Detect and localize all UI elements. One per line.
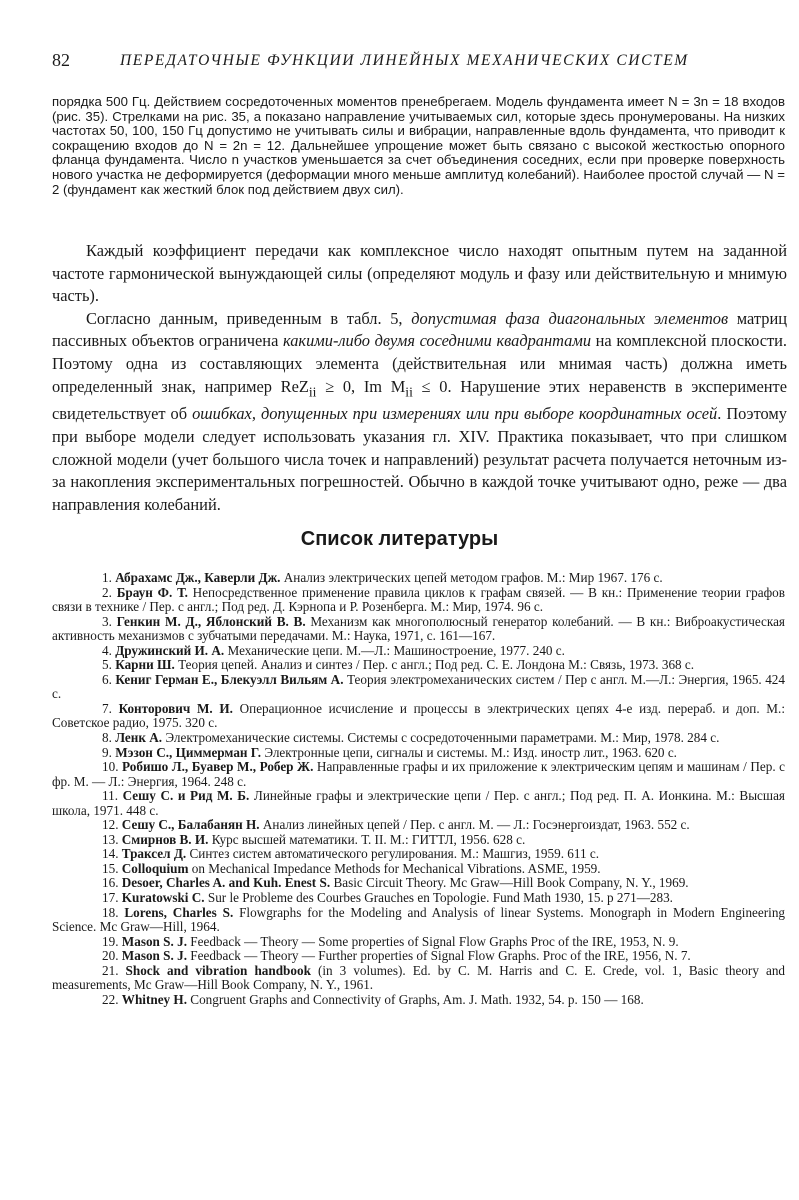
- page-number: 82: [52, 50, 70, 70]
- reference-authors: Дружинский И. А.: [115, 642, 225, 658]
- reference-item: [52, 658, 785, 673]
- text-segment: Каждый коэффициент передачи как комплексное число находят опытным путем на заданной частоте гармонической вынуждающей силы (определяют модуль и фазу или действительную и мнимую часть).: [52, 241, 787, 306]
- body-paragraph: [52, 308, 787, 517]
- subscript: ii: [308, 383, 317, 399]
- reference-details: Механические цепи. М.—Л.: Машиностроение, 1977. 240 с.: [224, 642, 565, 658]
- reference-number: 7.: [102, 700, 119, 716]
- reference-item: [52, 935, 785, 950]
- reference-details: Операционное исчисление и процессы в электрических цепях 4-е изд. перераб. и доп. М.: Советское радио, 1975. 320 с.: [52, 700, 785, 731]
- reference-number: 14.: [102, 846, 122, 862]
- reference-item: [52, 818, 785, 833]
- reference-details: on Mechanical Impedance Methods for Mechanical Vibrations. ASME, 1959.: [188, 860, 601, 876]
- reference-authors: Whitney H.: [121, 991, 187, 1007]
- emphasis-text: допустимая фаза диагональных элементов: [411, 308, 729, 328]
- reference-authors: Colloquium: [121, 860, 189, 876]
- reference-authors: Desoer, Charles A. and Kuh. Enest S.: [121, 875, 331, 891]
- reference-details: Непосредственное применение правила циклов к графам связей. — В кн.: Применение теории графов связи в технике / Пер. с англ.; Под ред. Д. Кэрнопа и Р. Розенберга. М.: Мир, 1974. 96 с.: [52, 584, 785, 615]
- reference-authors: Lorens, Charles S.: [124, 904, 234, 920]
- reference-authors: Смирнов В. И.: [121, 831, 209, 847]
- reference-item: [52, 891, 785, 906]
- references-list: [52, 571, 785, 1007]
- reference-number: 22.: [102, 991, 122, 1007]
- small-print-paragraph: порядка 500 Гц. Действием сосредоточенных моментов пренебрегаем. Модель фундамента имеет N = 3n = 18 входов (рис. 35). Стрелками на рис. 35, a показано направление учитываемых сил, которые здесь пронумерованы. На низких частотах 50, 100, 150 Гц допустимо не учитывать силы и вибрации, направленные вдоль фундамента, что приводит к сокращению входов до N = 2n = 12. Дальнейшее упрощение может быть связано с высокой жесткостью опорного фланца фундамента. Число n участков уменьшается за счет объединения соседних, если при проверке поверхность нового участка не деформируется (деформации много меньше амплитуд колебаний). Наиболее простой случай — N = 2 (фундамент как жесткий блок под действием двух сил).: [52, 94, 785, 197]
- reference-details: Курс высшей математики. Т. II. М.: ГИТТЛ, 1956. 628 с.: [208, 831, 526, 847]
- reference-number: 15.: [102, 860, 122, 876]
- text-segment: ≤ 0. Нарушение этих неравенств в эксперименте свидетельствует об: [52, 376, 787, 424]
- text-segment: Согласно данным, приведенным в табл. 5,: [86, 308, 412, 328]
- reference-details: Congruent Graphs and Connectivity of Graphs, Am. J. Math. 1932, 54. p. 150 — 168.: [187, 991, 644, 1007]
- reference-authors: Кениг Герман Е., Блекуэлл Вильям А.: [115, 671, 344, 687]
- reference-details: Feedback — Theory — Some properties of Signal Flow Graphs Proc of the IRE, 1953, N. 9.: [187, 933, 679, 949]
- text-segment: . Поэтому при выборе модели следует использовать указания гл. XIV. Практика показывает, что при слишком сложной модели (учет большого числа точек и направлений) результат расчета получается неточным из-за накопления экспериментальных погрешностей. Обычно в каждой точке учитывают одно, реже — два направления колебаний.: [52, 404, 787, 514]
- body-paragraph: [52, 240, 787, 308]
- reference-details: Flowgraphs for the Modeling and Analysis of linear Systems. Monograph in Modern Engineering Science. Mc Graw—Hill, 1964.: [52, 904, 786, 935]
- reference-number: 16.: [102, 875, 122, 891]
- reference-authors: Сешу С., Балабанян Н.: [121, 817, 260, 833]
- reference-details: Электронные цепи, сигналы и системы. М.: Изд. иностр лит., 1963. 620 с.: [261, 744, 677, 760]
- reference-number: 21.: [102, 962, 126, 978]
- reference-item: [52, 964, 785, 993]
- reference-number: 18.: [102, 904, 125, 920]
- references-title: Список литературы: [300, 528, 499, 550]
- reference-item: [52, 862, 785, 877]
- reference-details: Теория электромеханических систем / Пер с англ. М.—Л.: Энергия, 1965. 424 с.: [52, 671, 785, 702]
- reference-authors: Сешу С. и Рид М. Б.: [122, 788, 250, 804]
- reference-number: 20.: [102, 948, 122, 964]
- emphasis-text: какими-либо двумя соседними квадрантами: [282, 331, 592, 351]
- reference-authors: Shock and vibration handbook: [125, 962, 311, 978]
- reference-number: 13.: [102, 831, 122, 847]
- reference-item: [52, 993, 785, 1008]
- reference-details: Анализ линейных цепей / Пер. с англ. М. — Л.: Госэнергоиздат, 1963. 552 с.: [259, 817, 690, 833]
- reference-item: [52, 949, 785, 964]
- reference-number: 11.: [102, 788, 123, 804]
- body-text: [52, 240, 787, 516]
- reference-item: [52, 731, 785, 746]
- emphasis-text: ошибках, допущенных при измерениях или при выборе координатных осей: [192, 404, 718, 424]
- reference-number: 5.: [102, 657, 116, 673]
- reference-number: 17.: [102, 890, 122, 906]
- reference-item: [52, 789, 785, 818]
- reference-number: 2.: [102, 584, 117, 600]
- reference-number: 9.: [102, 744, 116, 760]
- reference-authors: Mason S. J.: [121, 948, 187, 964]
- reference-number: 6.: [102, 671, 116, 687]
- reference-number: 19.: [102, 933, 122, 949]
- reference-authors: Карни Ш.: [115, 657, 175, 673]
- running-title: ПЕРЕДАТОЧНЫЕ ФУНКЦИИ ЛИНЕЙНЫХ МЕХАНИЧЕСКИХ СИСТЕМ: [120, 52, 689, 69]
- reference-authors: Абрахамс Дж., Каверли Дж.: [115, 570, 281, 585]
- reference-authors: Конторович М. И.: [118, 700, 233, 716]
- reference-item: [52, 571, 785, 586]
- reference-item: [52, 760, 785, 789]
- text-segment: ≥ 0, Im M: [316, 376, 406, 396]
- reference-item: [52, 586, 785, 615]
- reference-authors: Mason S. J.: [121, 933, 187, 949]
- reference-details: Sur le Probleme des Courbes Grauches en Topologie. Fund Math 1930, 15. p 271—283.: [204, 890, 673, 906]
- reference-details: Линейные графы и электрические цепи / Пер. с англ.; Под ред. П. А. Ионкина. М.: Высшая школа, 1971. 448 с.: [52, 788, 785, 818]
- reference-details: Basic Circuit Theory. Mc Graw—Hill Book Company, N. Y., 1969.: [330, 875, 689, 891]
- reference-number: 1.: [102, 570, 116, 585]
- reference-authors: Ленк А.: [115, 730, 163, 746]
- reference-details: (in 3 volumes). Ed. by C. M. Harris and C. E. Crede, vol. 1, Basic theory and measurements, Mc Graw—Hill Book Company, N. Y., 1961.: [52, 962, 786, 993]
- reference-number: 3.: [102, 613, 117, 629]
- reference-item: [52, 673, 785, 702]
- reference-authors: Генкин М. Д., Яблонский В. В.: [116, 613, 306, 629]
- page-header: [52, 50, 787, 74]
- reference-number: 10.: [102, 759, 123, 775]
- reference-item: [52, 906, 785, 935]
- reference-details: Механизм как многополюсный генератор колебаний. — В кн.: Виброакустическая активность механизмов с зубчатыми передачами. М.: Наука, 1971, с. 161—167.: [52, 613, 785, 644]
- reference-details: Синтез систем автоматического регулирования. М.: Машгиз, 1959. 611 с.: [186, 846, 600, 862]
- reference-details: Теория цепей. Анализ и синтез / Пер. с англ.; Под ред. С. Е. Лондона М.: Связь, 1973. 368 с.: [174, 657, 695, 673]
- reference-item: [52, 615, 785, 644]
- reference-item: [52, 702, 785, 731]
- reference-details: Анализ электрических цепей методом графов. М.: Мир 1967. 176 с.: [280, 570, 663, 585]
- reference-authors: Мэзон С., Циммерман Г.: [115, 744, 262, 760]
- reference-details: Направленные графы и их приложение к электрическим цепям и машинам / Пер. с фр. М. — Л.: Энергия, 1964. 248 с.: [52, 759, 786, 789]
- reference-number: 4.: [102, 642, 116, 658]
- reference-item: [52, 876, 785, 891]
- reference-item: [52, 644, 785, 659]
- reference-authors: Kuratowski C.: [121, 890, 205, 906]
- reference-authors: Браун Ф. Т.: [116, 584, 188, 600]
- reference-authors: Робишо Л., Буавер М., Робер Ж.: [122, 759, 314, 775]
- reference-details: Электромеханические системы. Системы с сосредоточенными параметрами. М.: Мир, 1978. 284 с.: [162, 730, 720, 746]
- reference-authors: Траксел Д.: [121, 846, 187, 862]
- reference-item: [52, 847, 785, 862]
- subscript: ii: [405, 383, 413, 399]
- reference-number: 8.: [102, 730, 116, 746]
- reference-number: 12.: [102, 817, 122, 833]
- text-segment: на комплексной плоскости. Поэтому одна из составляющих элемента (действительная или мнимая часть) должна иметь определенный знак, например ReZ: [52, 331, 788, 396]
- reference-details: Feedback — Theory — Further properties of Signal Flow Graphs. Proc of the IRE, 1956, N. 7.: [187, 948, 691, 964]
- reference-item: [52, 833, 785, 848]
- reference-item: [52, 746, 785, 761]
- text-segment: матриц пассивных объектов ограничена: [52, 308, 788, 351]
